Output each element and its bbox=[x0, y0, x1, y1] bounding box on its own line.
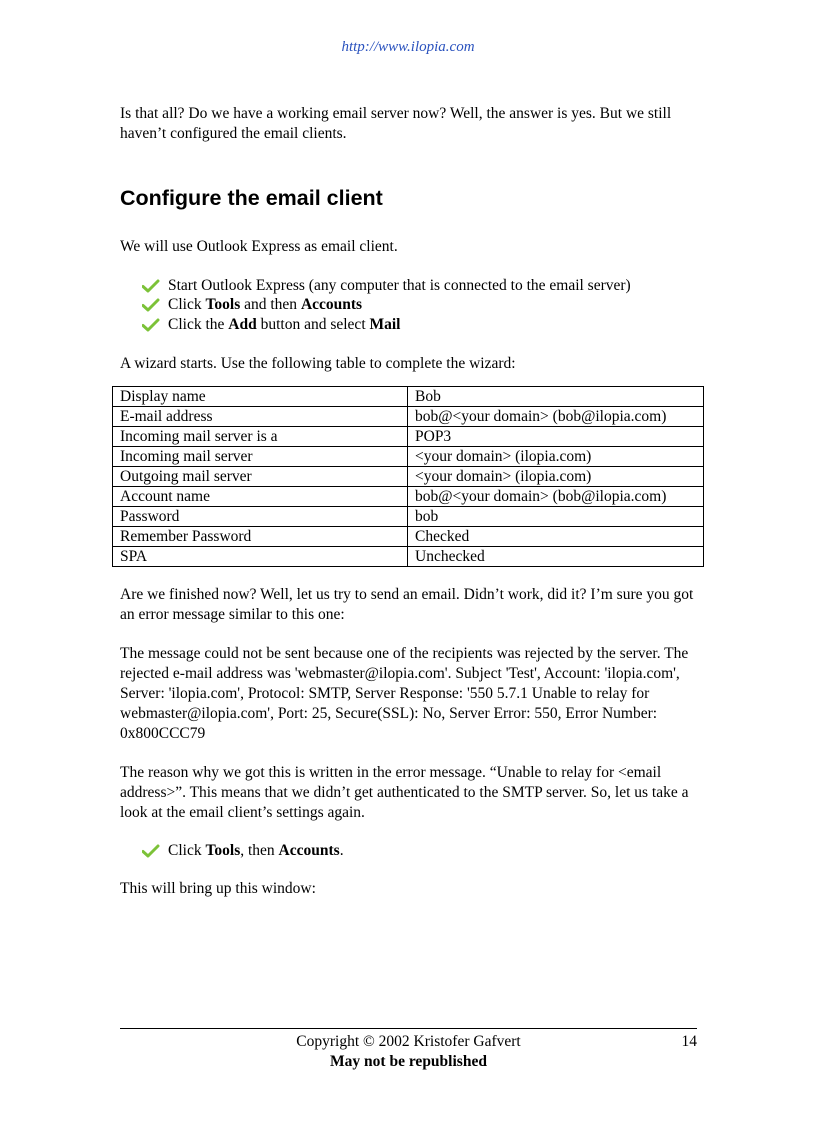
step-text: Click the Add button and select Mail bbox=[168, 315, 401, 333]
table-row: Outgoing mail server <your domain> (ilopia.com) bbox=[113, 466, 704, 486]
wizard-settings-table bbox=[112, 386, 704, 567]
header-url[interactable]: http://www.ilopia.com bbox=[341, 39, 475, 55]
intro-paragraph: Is that all? Do we have a working email server now? Well, the answer is yes. But we still haven’t configured the email clients. bbox=[120, 105, 672, 142]
reason-paragraph: The reason why we got this is written in the error message. “Unable to relay for <email address>”. This means that we didn’t get authenticated to the SMTP server. So, let us take a look at the email client’s settings again. bbox=[120, 763, 689, 821]
list-item bbox=[142, 842, 700, 862]
window-intro-paragraph: This will bring up this window: bbox=[120, 880, 316, 897]
section-heading: Configure the email client bbox=[120, 186, 383, 210]
table-row: Incoming mail server <your domain> (ilopia.com) bbox=[113, 446, 704, 466]
list-item bbox=[142, 315, 700, 335]
table-row: SPA Unchecked bbox=[113, 546, 704, 566]
after-table-paragraph: Are we finished now? Well, let us try to send an email. Didn’t work, did it? I’m sure you got an error message similar to this one: bbox=[120, 585, 694, 623]
table-row: Incoming mail server is a POP3 bbox=[113, 426, 704, 446]
wizard-intro: A wizard starts. Use the following table to complete the wizard: bbox=[120, 354, 516, 372]
setup-steps-list bbox=[120, 276, 700, 335]
page-number: 14 bbox=[681, 1033, 697, 1050]
checkmark-icon bbox=[142, 844, 160, 858]
table-row: E-mail address bob@<your domain> (bob@ilopia.com) bbox=[113, 406, 704, 426]
checkmark-icon bbox=[142, 279, 160, 293]
list-item bbox=[142, 296, 700, 316]
step-text: Click Tools, then Accounts. bbox=[168, 842, 344, 860]
page-content bbox=[120, 104, 700, 899]
client-paragraph: We will use Outlook Express as email client. bbox=[120, 238, 398, 255]
table-row: Password bob bbox=[113, 506, 704, 526]
checkmark-icon bbox=[142, 318, 160, 332]
checkmark-icon bbox=[142, 298, 160, 312]
footer-divider bbox=[120, 1028, 697, 1029]
footer-notice: May not be republished bbox=[330, 1053, 487, 1070]
error-message-paragraph: The message could not be sent because one of the recipients was rejected by the server. The rejected e-mail address was 'webmaster@ilopia.com'. Subject 'Test', Account: 'ilopia.com', Server: 'ilopia.com', Protocol: SMTP, Server Response: '550 5.7.1 Unable to relay for webmaster@ilopia.com', Port: 25, Secure(SSL): No, Server Error: 550, Error Number: 0x800CCC79 bbox=[120, 644, 689, 742]
footer-copyright: Copyright © 2002 Kristofer Gafvert bbox=[296, 1033, 521, 1050]
step-text: Click Tools and then Accounts bbox=[168, 296, 363, 314]
list-item bbox=[142, 276, 700, 296]
table-row: Remember Password Checked bbox=[113, 526, 704, 546]
table-row: Account name bob@<your domain> (bob@ilopia.com) bbox=[113, 486, 704, 506]
table-row: Display name Bob bbox=[113, 386, 704, 406]
step-text: Start Outlook Express (any computer that is connected to the email server) bbox=[168, 276, 631, 294]
accounts-steps-list bbox=[120, 842, 700, 862]
